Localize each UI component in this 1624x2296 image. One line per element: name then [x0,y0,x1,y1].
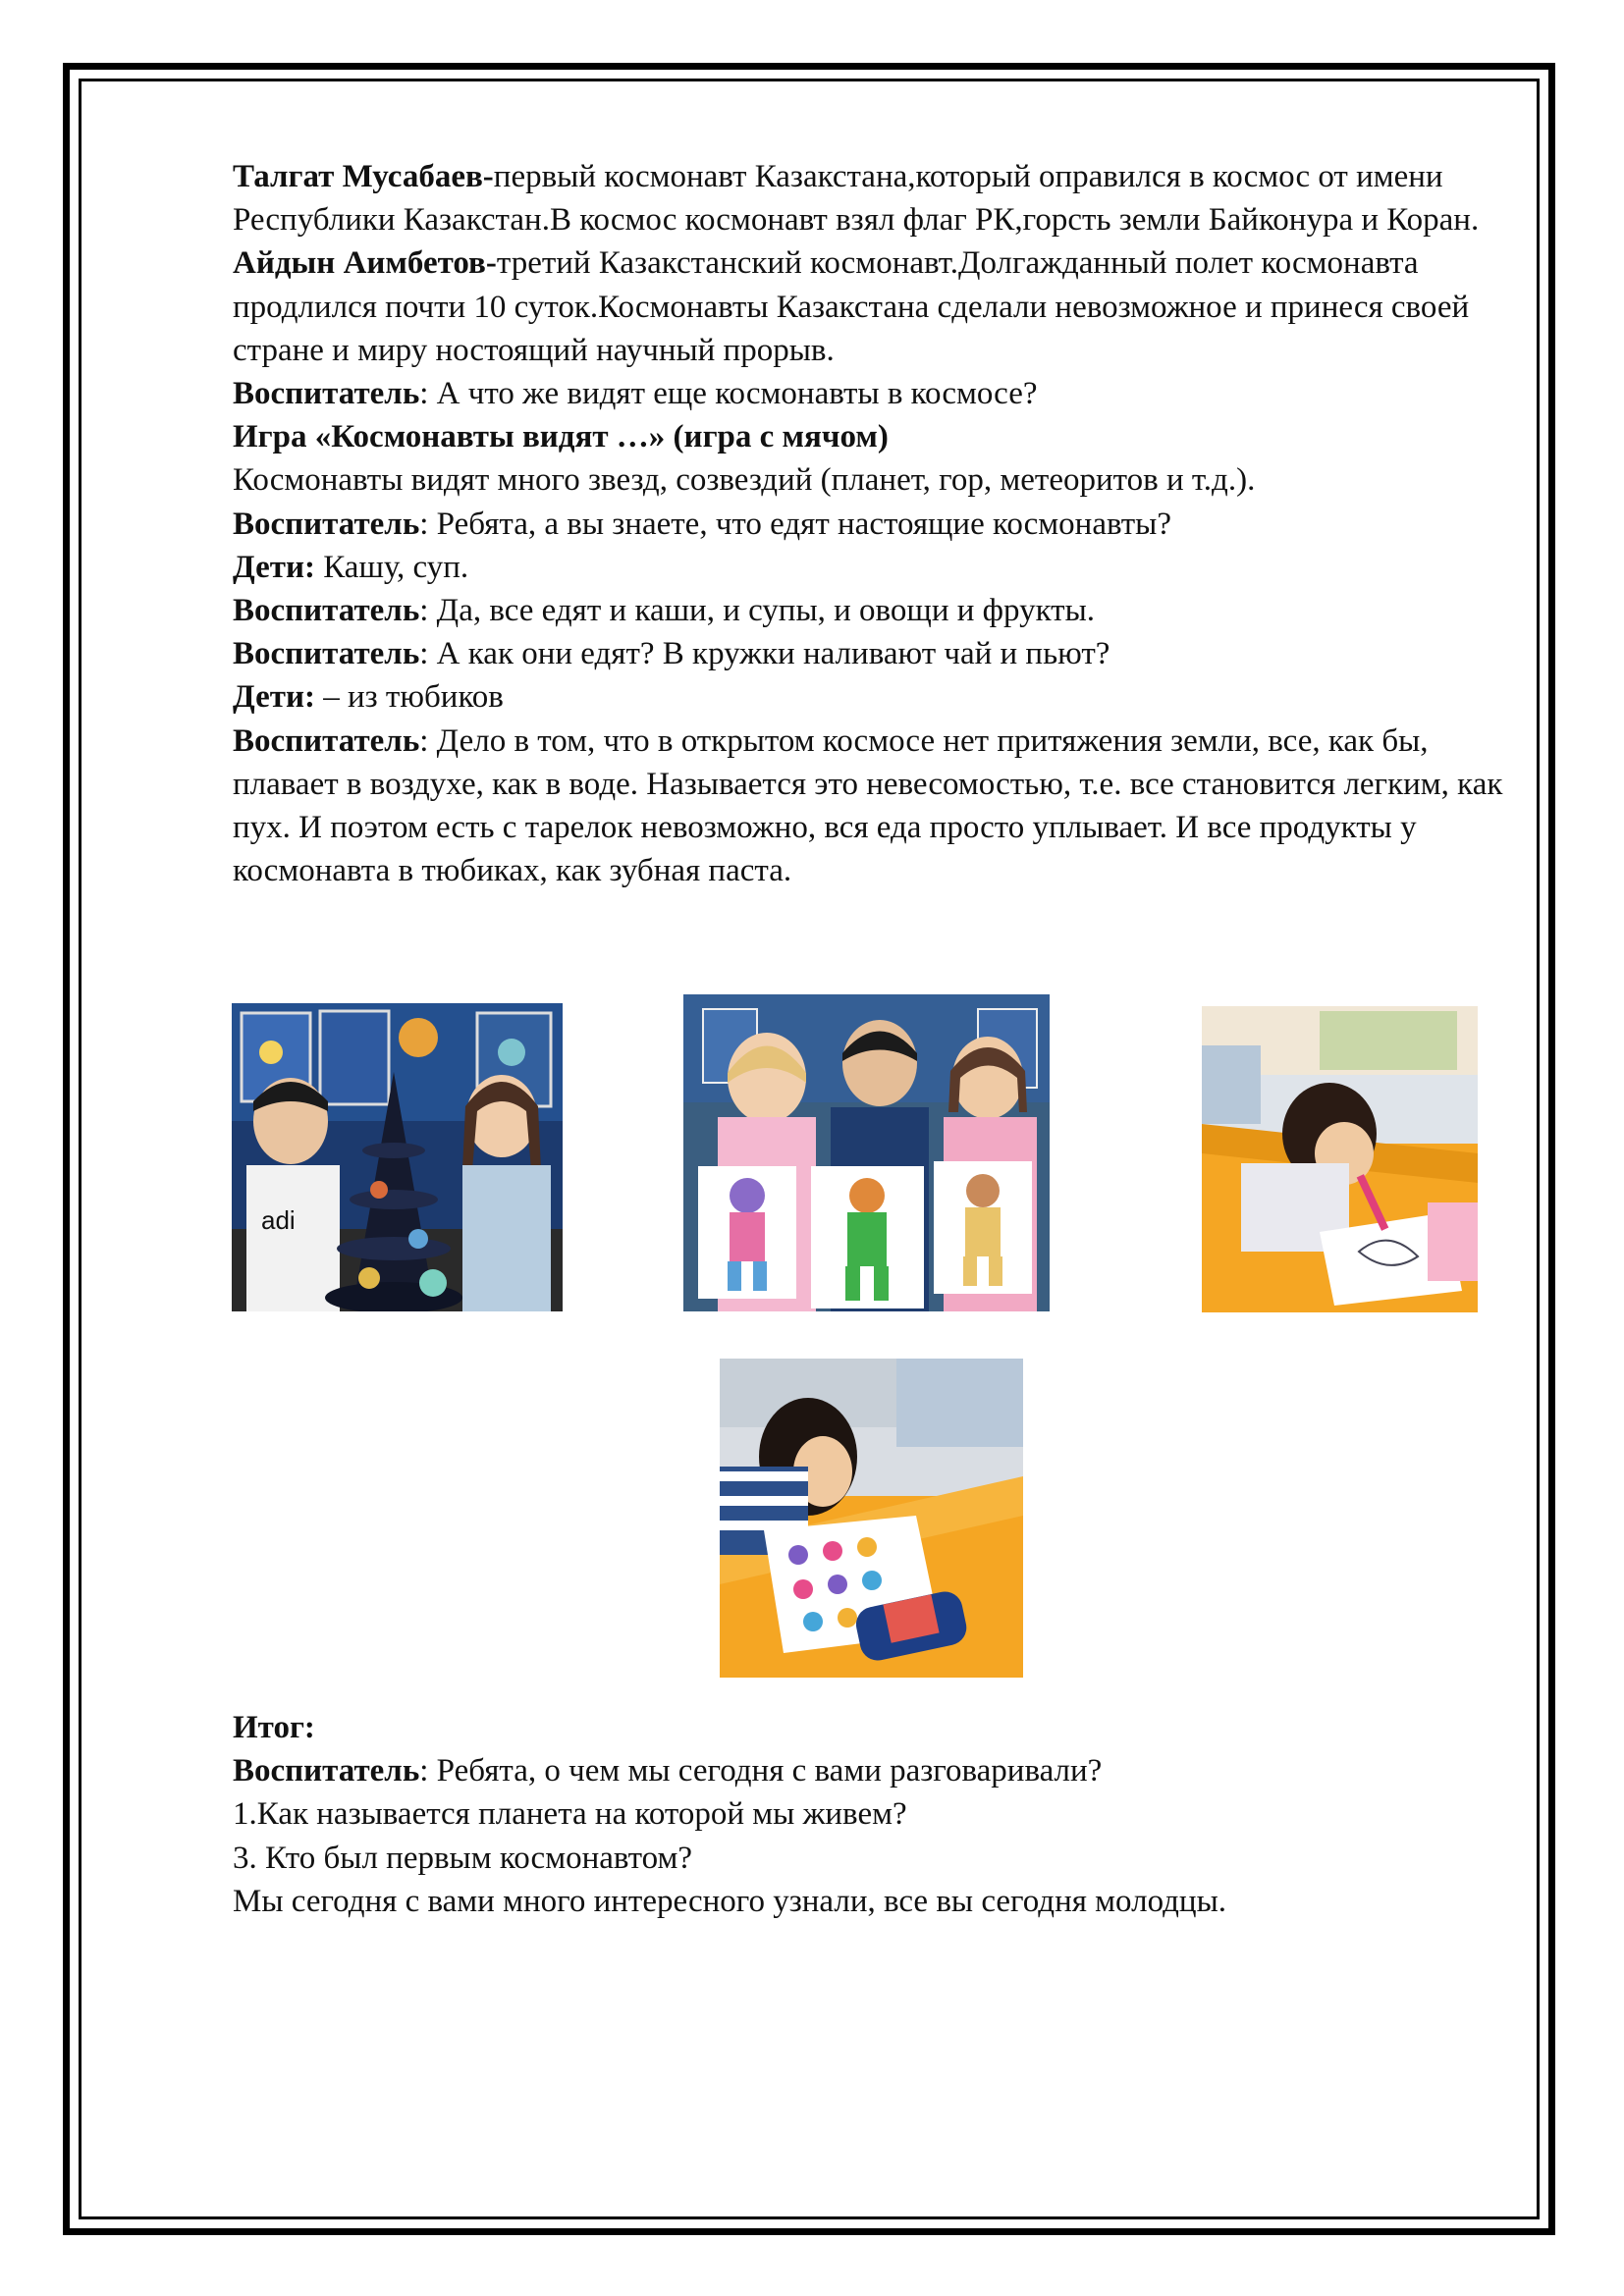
paragraph [233,155,1529,241]
svg-text:adi: adi [261,1205,296,1235]
paragraph-text: : Да, все едят и каши, и супы, и овощи и фрукты. [419,593,1096,629]
paragraph [233,503,1529,546]
paragraph-text: : Ребята, о чем мы сегодня с вами разговаривали? [419,1753,1103,1789]
paragraph-text: : Ребята, а вы знаете, что едят настоящие космонавты? [419,506,1171,542]
closing-remark: Мы сегодня с вами много интересного узнали, все вы сегодня молодцы. [233,1883,1226,1919]
paragraph-bold: Талгат Мусабаев- [233,159,494,194]
paragraph-text: Космонавты видят много звезд, созвездий (планет, гор, метеоритов и т.д.). [233,462,1256,499]
paragraph [233,632,1529,675]
paragraph [233,372,1529,415]
paragraph [233,415,1529,458]
paragraph [233,675,1529,719]
paragraph-text: третий Казакстанский космонавт.Долгажданный полет космонавта продлился почти 10 суток.Космонавты Казакстана сделали невозможное и принеся своей стране и миру ностоящий научный прорыв. [233,245,1470,368]
question-3: 3. Кто был первым космонавтом? [233,1840,693,1876]
photo-illustration [720,1359,1023,1678]
photo-illustration [1202,1006,1478,1312]
paragraph-text: : А как они едят? В кружки наливают чай и пьют? [419,636,1110,672]
photo-girl-coloring-worksheet [720,1359,1023,1678]
photo-girl-drawing-at-table [1202,1006,1478,1312]
paragraph-bold: Воспитатель [233,506,420,542]
paragraph-bold: Дети: [233,679,315,716]
paragraph-bold: Айдын Аимбетов- [233,245,497,282]
summary-heading [233,1706,1529,1749]
paragraph-bold: Воспитатель [233,593,420,629]
photo-illustration [683,994,1050,1311]
game-title: Игра «Космонавты видят …» (игра с мячом) [233,419,889,455]
paragraph [233,458,1529,502]
paragraph-text: : А что же видят еще космонавты в космосе? [419,376,1038,412]
summary-section [233,1706,1529,1923]
lesson-text [233,155,1529,892]
summary-heading-text: Итог: [233,1710,315,1745]
paragraph-text: : Дело в том, что в открытом космосе нет притяжения земли, все, как бы, плавает в воздухе, как в воде. Называется это невесомостью, т.е. все становится легким, как пух. И поэтом есть с тарелок невозможно, вся еда просто уплывает. И все продукты у космонавта в тюбиках, как зубная паста. [233,722,1503,889]
paragraph-bold: Воспитатель [233,376,420,412]
paragraph-text: Кашу, суп. [314,549,469,585]
paragraph [233,589,1529,632]
paragraph-bold: Воспитатель [233,1753,420,1789]
paragraph [233,241,1529,372]
paragraph [233,1749,1529,1792]
paragraph-bold: Воспитатель [233,722,420,759]
paragraph-text: первый космонавт Казакстана,который оправился в космос от имени Республики Казакстан.В космос космонавт взял флаг РК,горсть земли Байконура и Коран. [233,159,1480,239]
paragraph-bold: Воспитатель [233,636,420,672]
paragraph-bold: Дети: [233,549,315,585]
photo-children-astronaut-drawings [683,994,1050,1311]
paragraph [233,546,1529,589]
photo-illustration [232,1003,563,1311]
paragraph-text: – из тюбиков [314,679,504,716]
photo-children-planet-tower [232,1003,563,1311]
paragraph [233,720,1529,893]
question-1: 1.Как называется планета на которой мы живем? [233,1796,907,1833]
